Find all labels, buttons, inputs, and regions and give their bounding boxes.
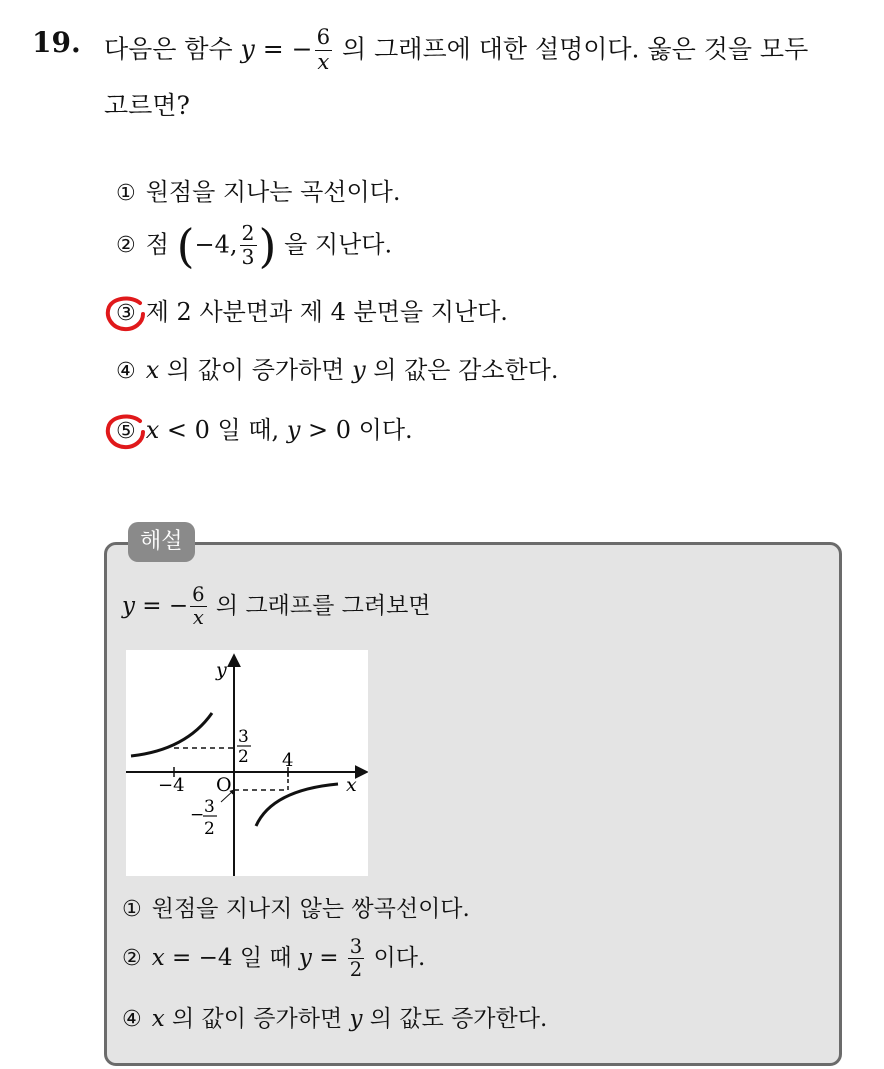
- stem-frac-den: x: [315, 50, 333, 75]
- choice-5-cond: < 0 일 때,: [159, 416, 287, 444]
- question-stem-line2: 고르면?: [104, 91, 190, 120]
- sol-4-mid: 의 값이 증가하면: [164, 1006, 350, 1032]
- choice-4[interactable]: [116, 350, 558, 385]
- solution-tag: 해설: [128, 522, 195, 562]
- stem-var-y: y: [240, 34, 255, 64]
- sol-4-mark: ④: [122, 1007, 142, 1032]
- sol-4-var-x: x: [151, 1006, 165, 1032]
- choice-3[interactable]: [116, 292, 508, 327]
- question-stem: [104, 26, 808, 76]
- sol-1-text: 원점을 지나지 않는 쌍곡선이다.: [151, 896, 470, 922]
- intro-frac-num: 6: [192, 583, 205, 606]
- tick-label-pos4: 4: [282, 750, 294, 771]
- sol-4-post: 의 값도 증가한다.: [362, 1006, 548, 1032]
- intro-frac-den: x: [190, 606, 206, 629]
- solution-line-2: [122, 936, 425, 982]
- sol-2-var-x: x: [151, 944, 165, 971]
- choice-5[interactable]: [116, 410, 413, 445]
- neg-frac-den: 2: [204, 819, 215, 839]
- choice-2-point-x: −4,: [194, 230, 238, 259]
- curve-quadrant-2: [131, 713, 212, 756]
- stem-fraction: [315, 26, 333, 76]
- choice-5-mark: ⑤: [116, 419, 136, 444]
- hyperbola-graph: [126, 650, 368, 876]
- pos-frac-num: 3: [238, 727, 249, 747]
- sol-4-var-y: y: [349, 1006, 363, 1032]
- right-paren: ): [258, 218, 277, 273]
- choice-2-mark: ②: [116, 233, 136, 259]
- choice-1[interactable]: [116, 172, 400, 207]
- left-paren: (: [176, 218, 195, 273]
- sol-2-fraction: [348, 936, 364, 982]
- choice-4-post: 의 값은 감소한다.: [365, 356, 559, 384]
- sol-2-frac-den: 2: [349, 958, 363, 982]
- stem-text-1: 다음은 함수: [104, 34, 241, 64]
- neg-frac-sign: −: [190, 805, 205, 825]
- pos-frac-den: 2: [238, 747, 249, 767]
- solution-line-4: [122, 1000, 547, 1033]
- tick-label-neg4: −4: [158, 775, 185, 796]
- choice-3-mark: ③: [116, 301, 136, 326]
- choice-2-frac-den: 3: [241, 245, 255, 270]
- stem-frac-num: 6: [316, 25, 331, 50]
- sol-1-mark: ①: [122, 897, 142, 922]
- choice-4-var-x: x: [145, 356, 160, 384]
- x-axis-label: x: [346, 774, 357, 796]
- choice-2-pre: 점: [145, 230, 177, 259]
- choice-5-var-y: y: [286, 416, 301, 444]
- choice-5-post: > 0 이다.: [300, 416, 413, 444]
- choice-2-post: 을 지난다.: [276, 230, 393, 259]
- choice-4-mid: 의 값이 증가하면: [159, 356, 353, 384]
- neg-frac-num: 3: [204, 797, 215, 817]
- choice-2[interactable]: [116, 218, 393, 273]
- y-axis-label: y: [216, 659, 227, 681]
- curve-quadrant-4: [256, 784, 338, 826]
- intro-fraction: [190, 584, 206, 630]
- choice-2-fraction: [240, 222, 257, 270]
- choice-5-var-x: x: [145, 416, 160, 444]
- choice-3-text: 제 2 사분면과 제 4 분면을 지난다.: [145, 298, 508, 326]
- sol-2-eq: =: [311, 944, 346, 971]
- choice-4-var-y: y: [352, 356, 366, 384]
- choice-4-mark: ④: [116, 359, 136, 384]
- solution-intro: [122, 584, 431, 630]
- sol-2-frac-num: 3: [349, 935, 363, 958]
- sol-2-mark: ②: [122, 945, 142, 971]
- origin-label: O: [216, 774, 232, 796]
- intro-var-y: y: [122, 592, 135, 619]
- intro-eq: = −: [135, 592, 189, 619]
- sol-2-post: 이다.: [366, 944, 426, 971]
- sol-2-mid: = −4 일 때: [164, 944, 299, 971]
- question-number: 19.: [32, 26, 81, 59]
- choice-2-frac-num: 2: [241, 221, 255, 245]
- stem-eq: = −: [254, 34, 313, 64]
- choice-1-text: 원점을 지나는 곡선이다.: [145, 178, 401, 206]
- stem-text-2: 의 그래프에 대한 설명이다. 옳은 것을 모두: [334, 34, 809, 64]
- intro-post: 의 그래프를 그려보면: [208, 592, 431, 619]
- solution-line-1: [122, 890, 470, 923]
- sol-2-var-y: y: [298, 944, 312, 971]
- choice-1-mark: ①: [116, 181, 136, 206]
